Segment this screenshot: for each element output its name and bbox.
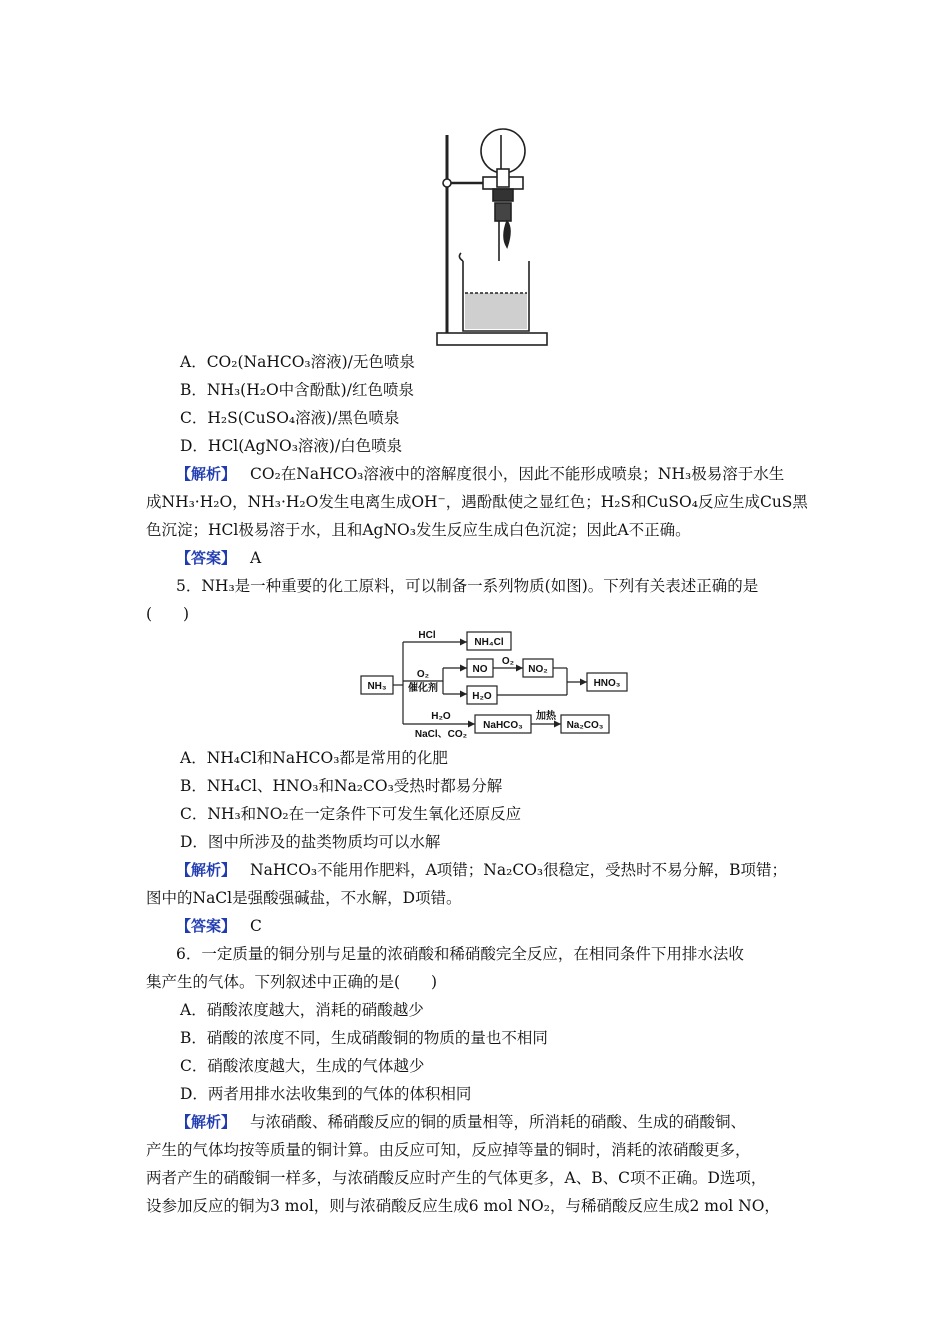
analysis-tag: 【解析】 bbox=[176, 465, 237, 483]
diagram-na2co3: Na₂CO₃ bbox=[566, 720, 604, 731]
q4-analysis-line-3: 色沉淀；HCl极易溶于水，且和AgNO₃发生反应生成白色沉淀；因此A不正确。 bbox=[146, 521, 691, 539]
q6-option-a: A．硝酸浓度越大，消耗的硝酸越少 bbox=[180, 1001, 424, 1019]
q5-option-d: D．图中所涉及的盐类物质均可以水解 bbox=[180, 833, 441, 851]
diagram-nh3: NH₃ bbox=[367, 681, 387, 692]
q5-analysis-line-1: 【解析】 NaHCO₃不能用作肥料，A项错；Na₂CO₃很稳定，受热时不易分解，B项错； bbox=[176, 861, 788, 879]
q6-option-b: B．硝酸的浓度不同，生成硝酸铜的物质的量也不相同 bbox=[180, 1029, 548, 1047]
diagram-catalyst: 催化剂 bbox=[408, 683, 438, 694]
q4-analysis-line-1: 【解析】 CO₂在NaHCO₃溶液中的溶解度很小，因此不能形成喷泉；NH₃极易溶于水生 bbox=[176, 465, 785, 483]
q6-analysis-line-4: 设参加反应的铜为3 mol，则与浓硝酸反应生成6 mol NO₂，与稀硝酸反应生成2 mol NO， bbox=[146, 1197, 780, 1215]
q5-option-c: C．NH₃和NO₂在一定条件下可发生氧化还原反应 bbox=[180, 805, 522, 823]
q4-analysis-line-2: 成NH₃·H₂O，NH₃·H₂O发生电离生成OH⁻，遇酚酞使之显红色；H₂S和CuSO₄反应生成CuS黑 bbox=[146, 493, 808, 511]
q4-answer: 【答案】 A bbox=[176, 549, 262, 567]
diagram-hno3: HNO₃ bbox=[593, 678, 621, 689]
q4-option-b: B．NH₃(H₂O中含酚酞)/红色喷泉 bbox=[180, 381, 414, 399]
diagram-nahco3: NaHCO₃ bbox=[483, 720, 523, 731]
answer-tag: 【答案】 bbox=[176, 549, 237, 567]
fountain-apparatus-figure bbox=[425, 125, 550, 347]
answer-tag: 【答案】 bbox=[176, 917, 237, 935]
analysis-tag: 【解析】 bbox=[176, 1113, 237, 1131]
diagram-h2o-box: H₂O bbox=[472, 691, 492, 702]
diagram-o2-top: O₂ bbox=[416, 669, 430, 680]
diagram-no2: NO₂ bbox=[528, 664, 548, 675]
q4-option-a: A．CO₂(NaHCO₃溶液)/无色喷泉 bbox=[180, 353, 415, 371]
q5-option-a: A．NH₄Cl和NaHCO₃都是常用的化肥 bbox=[180, 749, 448, 767]
diagram-heat: 加热 bbox=[536, 711, 556, 722]
diagram-o2-mid: O₂ bbox=[501, 656, 515, 667]
diagram-nh4cl: NH₄Cl bbox=[474, 637, 504, 648]
diagram-no: NO bbox=[472, 664, 488, 675]
diagram-hcl: HCl bbox=[418, 630, 436, 641]
q6-stem-line-2: 集产生的气体。下列叙述中正确的是( ) bbox=[146, 973, 438, 991]
q4-option-c: C．H₂S(CuSO₄溶液)/黑色喷泉 bbox=[180, 409, 400, 427]
q6-option-d: D．两者用排水法收集到的气体的体积相同 bbox=[180, 1085, 472, 1103]
diagram-nacl-co2: NaCl、CO₂ bbox=[414, 729, 468, 740]
q5-stem-line-2: ( ) bbox=[146, 605, 190, 623]
q5-stem-line-1: 5．NH₃是一种重要的化工原料，可以制备一系列物质(如图)。下列有关表述正确的是 bbox=[176, 577, 759, 595]
analysis-tag: 【解析】 bbox=[176, 861, 237, 879]
q6-stem-line-1: 6．一定质量的铜分别与足量的浓硝酸和稀硝酸完全反应，在相同条件下用排水法收 bbox=[176, 945, 744, 963]
q6-analysis-line-2: 产生的气体均按等质量的铜计算。由反应可知，反应掉等量的铜时，消耗的浓硝酸更多， bbox=[146, 1141, 751, 1159]
q4-option-d: D．HCl(AgNO₃溶液)/白色喷泉 bbox=[180, 437, 403, 455]
q6-option-c: C．硝酸浓度越大，生成的气体越少 bbox=[180, 1057, 425, 1075]
q5-option-b: B．NH₄Cl、HNO₃和Na₂CO₃受热时都易分解 bbox=[180, 777, 503, 795]
q5-analysis-line-2: 图中的NaCl是强酸强碱盐，不水解，D项错。 bbox=[146, 889, 462, 907]
q6-analysis-line-3: 两者产生的硝酸铜一样多，与浓硝酸反应时产生的气体更多，A、B、C项不正确。D选项， bbox=[146, 1169, 767, 1187]
nh3-reaction-diagram bbox=[355, 628, 635, 740]
diagram-h2o-label: H₂O bbox=[431, 711, 451, 722]
q6-analysis-line-1: 【解析】 与浓硝酸、稀硝酸反应的铜的质量相等，所消耗的硝酸、生成的硝酸铜、 bbox=[176, 1113, 747, 1131]
q5-answer: 【答案】 C bbox=[176, 917, 262, 935]
